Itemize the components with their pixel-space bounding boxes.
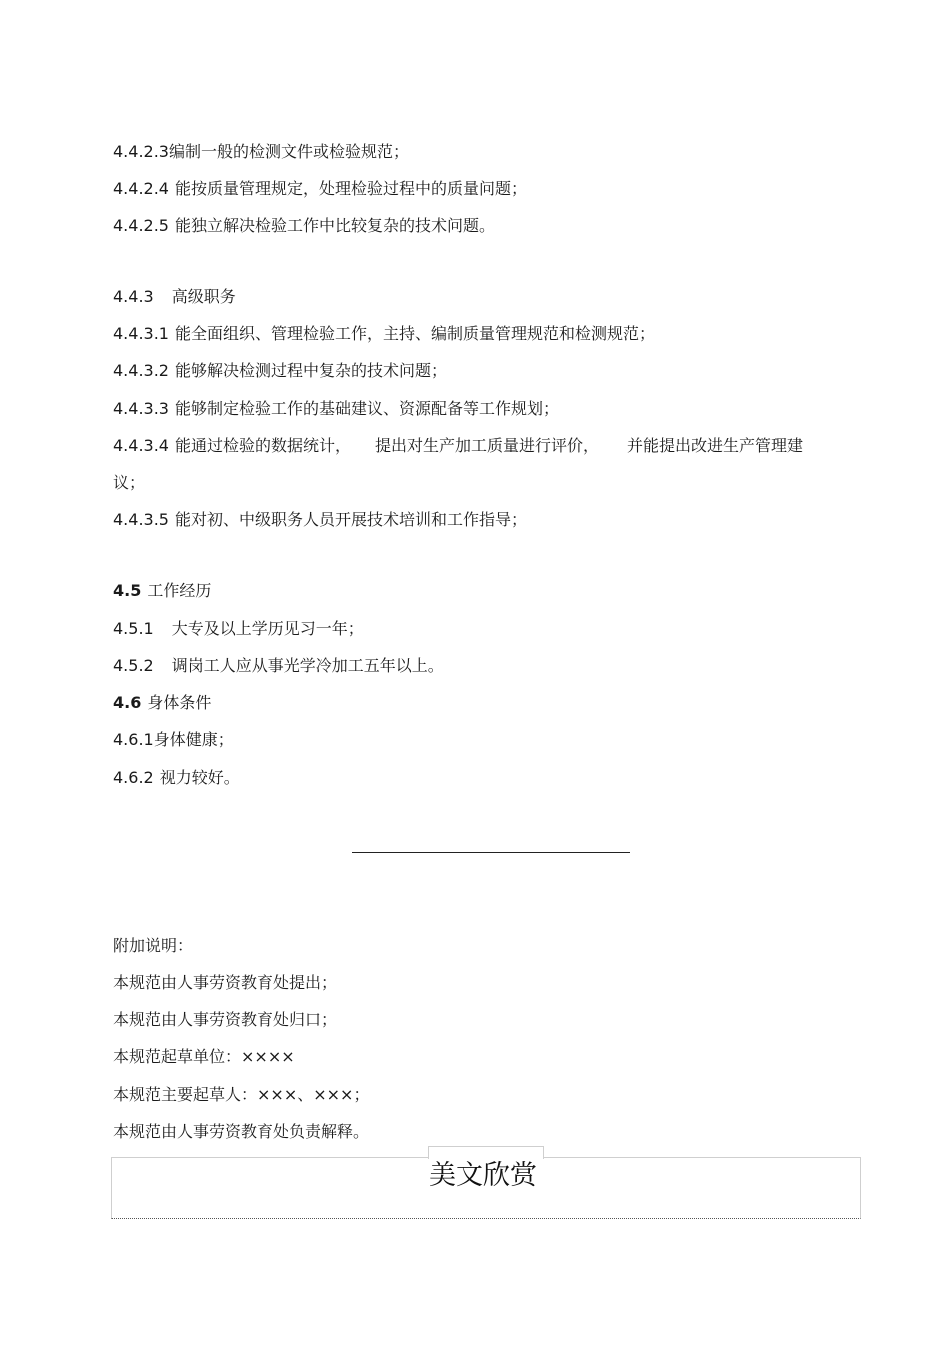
clause-4-4-3-1 (113, 324, 655, 344)
note-line: 本规范主要起草人：×××、×××； (113, 1085, 370, 1104)
clause-text-part: 提出对生产加工质量进行评价， (375, 436, 600, 455)
clause-number: 4.4.2.4 (113, 179, 169, 198)
clause-4-5-2 (113, 656, 444, 676)
clause-4-4-2-5 (113, 216, 495, 236)
clause-number: 4.4.3.4 (113, 436, 169, 455)
clause-text: 能对初、中级职务人员开展技术培训和工作指导； (174, 510, 527, 529)
section-4-5-heading (113, 581, 211, 601)
clause-text: 能独立解决检验工作中比较复杂的技术问题。 (174, 216, 495, 235)
note-heading: 附加说明： (113, 936, 194, 955)
clause-4-6-1 (113, 730, 234, 750)
end-rule (352, 852, 630, 853)
clause-number: 4.6.1 (113, 730, 154, 749)
clause-text: 能全面组织、管理检验工作，主持、编制质量管理规范和检测规范； (174, 324, 655, 343)
clause-4-6-2 (113, 768, 240, 788)
section-number: 4.6 (113, 693, 142, 712)
clause-text: 能按质量管理规定，处理检验过程中的质量问题； (174, 179, 527, 198)
clause-number: 4.4.3.1 (113, 324, 169, 343)
clause-text: 调岗工人应从事光学冷加工五年以上。 (171, 656, 444, 675)
footer-title: 美文欣赏 (429, 1160, 537, 1191)
clause-4-4-2-4 (113, 179, 527, 199)
clause-text: 视力较好。 (159, 768, 240, 787)
clause-text: 编制一般的检测文件或检验规范； (168, 142, 409, 161)
clause-number: 4.4.3.3 (113, 399, 169, 418)
note-line: 本规范由人事劳资教育处负责解释。 (113, 1122, 370, 1141)
clause-text-part: 能通过检验的数据统计， (174, 436, 351, 455)
clause-4-4-3-4 (113, 436, 803, 456)
note-line: 本规范起草单位：×××× (113, 1047, 295, 1066)
clause-text: 能够解决检测过程中复杂的技术问题； (174, 361, 447, 380)
section-4-4-3-heading (113, 287, 236, 307)
section-title: 身体条件 (147, 693, 212, 712)
clause-number: 4.5.1 (113, 619, 154, 638)
clause-4-4-3-2 (113, 361, 447, 381)
clause-text-part: 并能提出改进生产管理建 (627, 436, 804, 455)
clause-4-4-2-3 (113, 142, 409, 162)
clause-4-4-3-3 (113, 399, 559, 419)
clause-number: 4.4.3.5 (113, 510, 169, 529)
section-number: 4.4.3 (113, 287, 154, 306)
clause-text: 大专及以上学历见习一年； (171, 619, 364, 638)
clause-text: 议； (113, 473, 146, 492)
section-title: 工作经历 (147, 581, 212, 600)
clause-text: 能够制定检验工作的基础建议、资源配备等工作规划； (174, 399, 559, 418)
clause-4-5-1 (113, 619, 364, 639)
section-number: 4.5 (113, 581, 142, 600)
clause-number: 4.4.3.2 (113, 361, 169, 380)
note-line: 本规范由人事劳资教育处提出； (113, 973, 338, 992)
clause-4-4-3-4-continued (113, 473, 145, 493)
clause-text: 身体健康； (153, 730, 234, 749)
note-line: 本规范由人事劳资教育处归口； (113, 1010, 338, 1029)
section-title: 高级职务 (171, 287, 236, 306)
clause-number: 4.4.2.5 (113, 216, 169, 235)
clause-4-4-3-5 (113, 510, 527, 530)
clause-number: 4.6.2 (113, 768, 154, 787)
section-4-6-heading (113, 693, 211, 713)
clause-number: 4.4.2.3 (113, 142, 169, 161)
clause-number: 4.5.2 (113, 656, 154, 675)
